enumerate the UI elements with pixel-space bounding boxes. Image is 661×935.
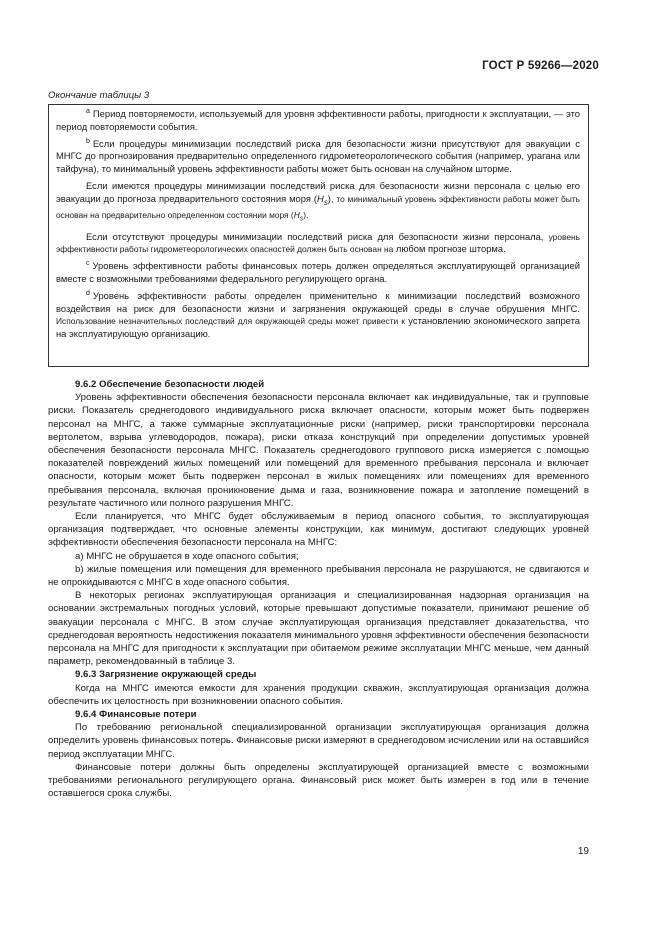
hs-sub: s	[299, 215, 304, 223]
list-item-b: b) жилые помещения или помещения для временного пребывания персонала не разрушаются, не сдвигаются и не опрокидываются с МНГС в ходе опасного события.	[48, 563, 589, 589]
hs-symbol	[317, 192, 328, 207]
footnote-b-no-procedures	[56, 231, 580, 256]
footnote-text-small: Использование незначительных последствий для окружающей среды может привести к	[56, 316, 405, 327]
hs-symbol	[293, 210, 304, 223]
footnote-mark: c	[86, 260, 90, 268]
footnote-text-small: то минимальный уровень эффективности работы может быть основан на предварительно определенном состоянии моря (	[56, 193, 580, 221]
paragraph: В некоторых регионах эксплуатирующая организация и специализированная надзорная организация на основании экстремальных погодных условий, которые превышают допустимые показатели, принимают решение об эвакуации персонала с МНГС. В этом случае эксплуатирующая организация представляет доказательства, что среднегодовая вероятность недостижения показателя минимального уровня эффективности обеспечения безопасности персонала на МНГС для пригодности к эксплуатации при обитаемом режиме эксплуатации МНГС меньше, чем данный параметр, рекомендованный в таблице 3.	[48, 590, 589, 668]
list-item-a: а) МНГС не обрушается в ходе опасного события;	[75, 550, 299, 562]
paragraph: Уровень эффективности обеспечения безопасности персонала включает как индивидуальные, так и групповые риски. Показатель среднегодового индивидуального риска включает опасности, которым может быть подвержен персонал на МНГС, а также суммарные эксплуатационные риски (например, риски транспортировки персонала вертолетом, взрыва углеводородов, пожара), риски отказа конструкций при определении допустимых уровней обеспечения безопасности персонала МНГС. Показатель среднегодового группового риска измеряется с помощью показателей повреждений жилых помещений или помещений для временного пребывания персонала и включает опасности, которым может быть подвержен персонал в жилых помещениях или помещениях для временного пребывания персонала, включая проникновение дыма и газа, возникновение пожара и затопление помещений в результате частичного или полного разрушения МНГС.	[48, 392, 589, 509]
footnote-text-small: уровень эффективности работы гидрометеорологических опасностей должен быть основан на	[56, 231, 580, 255]
hs-base: H	[317, 192, 324, 204]
footnote-text: установлению экономического запрета на эксплуатирующую организацию.	[56, 315, 580, 339]
page-number: 19	[577, 846, 589, 857]
footnote-text-small: ).	[303, 210, 309, 221]
footnote-mark: d	[86, 290, 90, 298]
footnote-a	[56, 108, 580, 133]
footnote-b	[56, 138, 580, 176]
footnote-text: Если имеются процедуры минимизации последствий риска для безопасности жизни персонала с целью его эвакуации до прогноза предварительного состояния моря (	[56, 179, 580, 204]
section-heading-9-6-4: 9.6.4 Финансовые потери	[75, 709, 197, 721]
paragraph: Если планируется, что МНГС будет обслуживаемым в период опасного события, то эксплуатирующая организация подтверждает, что основные элементы конструкции, как минимум, достигают следующих уровней эффективности обеспечения безопасности персонала на МНГС:	[48, 511, 589, 549]
main-text	[48, 378, 589, 801]
section-heading-9-6-3: 9.6.3 Загрязнение окружающей среды	[75, 669, 257, 681]
document-code: ГОСТ Р 59266—2020	[482, 60, 599, 72]
hs-base: H	[293, 210, 300, 221]
footnote-text: ),	[327, 192, 337, 204]
footnote-c	[56, 260, 580, 285]
footnote-text: Если процедуры минимизации последствий риска для безопасности жизни присутствуют для эвакуации с МНГС до прогнозирования предварительно определенного гидрометеорологического события (например, урагана или тайфуна), то минимальный уровень эффективности работы может быть основан на случайном шторме.	[56, 137, 580, 174]
footnote-b-evacuation	[56, 180, 580, 226]
footnote-text: Период повторяемости, используемый для уровня эффективности работы, пригодности к эксплуатации, — это период повторяемости события.	[56, 108, 580, 132]
footnote-text: Если отсутствуют процедуры минимизации последствий риска для безопасности жизни персонала,	[86, 230, 549, 242]
paragraph: Когда на МНГС имеются емкости для хранения продукции скважин, эксплуатирующая организация должна обеспечить их целостность при возникновении опасного события.	[48, 682, 589, 707]
table-footnotes-box	[48, 104, 589, 367]
section-heading-9-6-2: 9.6.2 Обеспечение безопасности людей	[75, 379, 265, 390]
footnote-d	[56, 290, 580, 340]
footnote-mark: a	[86, 108, 90, 115]
table-caption: Окончание таблицы 3	[48, 90, 150, 101]
paragraph: По требованию региональной специализированной организации эксплуатирующая организация должна определить уровень финансовых потерь. Финансовые риски измеряют в среднегодовом исчислении или на оставшийся период эксплуатации МНГС.	[48, 722, 589, 760]
footnote-text: Уровень эффективности работы определен применительно к минимизации последствий возможного воздействия на риск для безопасности жизни и загрязнения окружающей среды в случае обрушения МНГС.	[56, 290, 580, 314]
footnote-text: Уровень эффективности работы финансовых потерь должен определяться эксплуатирующей организацией вместе с возможными требованиями федерального регулирующего органа.	[56, 260, 580, 285]
paragraph: Финансовые потери должны быть определены эксплуатирующей организацией вместе с возможными требованиями регионального регулирующего органа. Финансовый риск может быть измерен в год или в течение оставшегося срока службы.	[48, 761, 589, 800]
hs-sub: s	[323, 197, 328, 207]
footnote-text: любом прогнозе шторма.	[393, 243, 506, 255]
footnote-mark: b	[86, 137, 90, 145]
